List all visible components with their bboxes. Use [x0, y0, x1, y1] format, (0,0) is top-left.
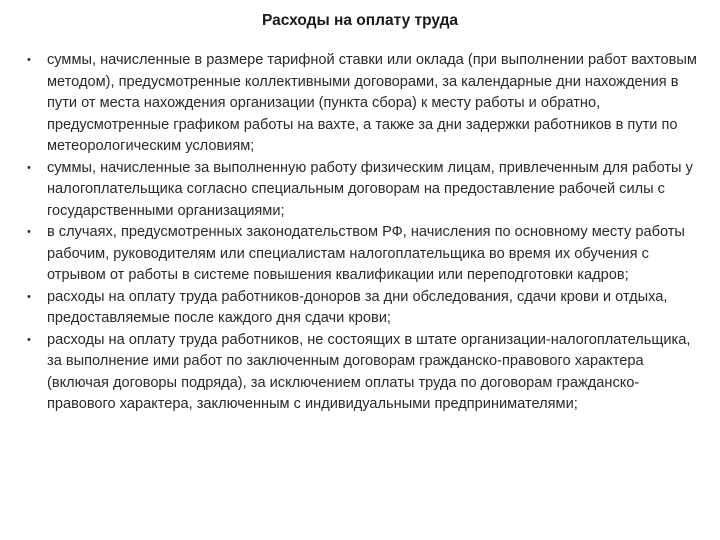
- list-item-text: суммы, начисленные в размере тарифной ставки или оклада (при выполнении работ вахтовым методом), предусмотренные коллективными договорами, за календарные дни нахождения в пути от места нахождения организации (пункта сбора) к месту работы и обратно, предусмотренные графиком работы на вахте, а также за дни задержки работников в пути по метеорологическим условиям;: [47, 52, 697, 154]
- bullet-list: [27, 50, 699, 416]
- list-item: [27, 330, 699, 416]
- bullet-icon: •: [27, 54, 31, 66]
- list-item-text: суммы, начисленные за выполненную работу физическим лицам, привлеченным для работы у налогоплательщика согласно специальным договорам на предоставление рабочей силы с государственными организациями;: [47, 159, 693, 219]
- bullet-icon: •: [27, 290, 31, 303]
- bullet-icon: •: [27, 333, 31, 346]
- slide-title: Расходы на оплату труда: [261, 12, 459, 29]
- bullet-icon: •: [27, 226, 31, 238]
- list-item: [27, 287, 699, 330]
- bullet-icon: •: [27, 161, 31, 174]
- list-item: [27, 50, 699, 158]
- list-item-text: в случаях, предусмотренных законодательством РФ, начисления по основному месту работы рабочим, руководителям или специалистам налогоплательщика во время их обучения с отрывом от работы в системе повышения квалификации или переподготовки кадров;: [47, 224, 685, 283]
- list-item: [27, 222, 699, 287]
- list-item-text: расходы на оплату труда работников, не состоящих в штате организации-налогоплательщика, за выполнение ими работ по заключенным договорам гражданско-правового характера (включая договоры подряда), за исключением оплаты труда по договорам гражданско-правового характера, заключенным с индивидуальными предпринимателями;: [47, 331, 691, 412]
- list-item-text: расходы на оплату труда работников-доноров за дни обследования, сдачи крови и отдыха, предоставляемые после каждого дня сдачи крови;: [47, 288, 668, 326]
- list-item: [27, 158, 699, 223]
